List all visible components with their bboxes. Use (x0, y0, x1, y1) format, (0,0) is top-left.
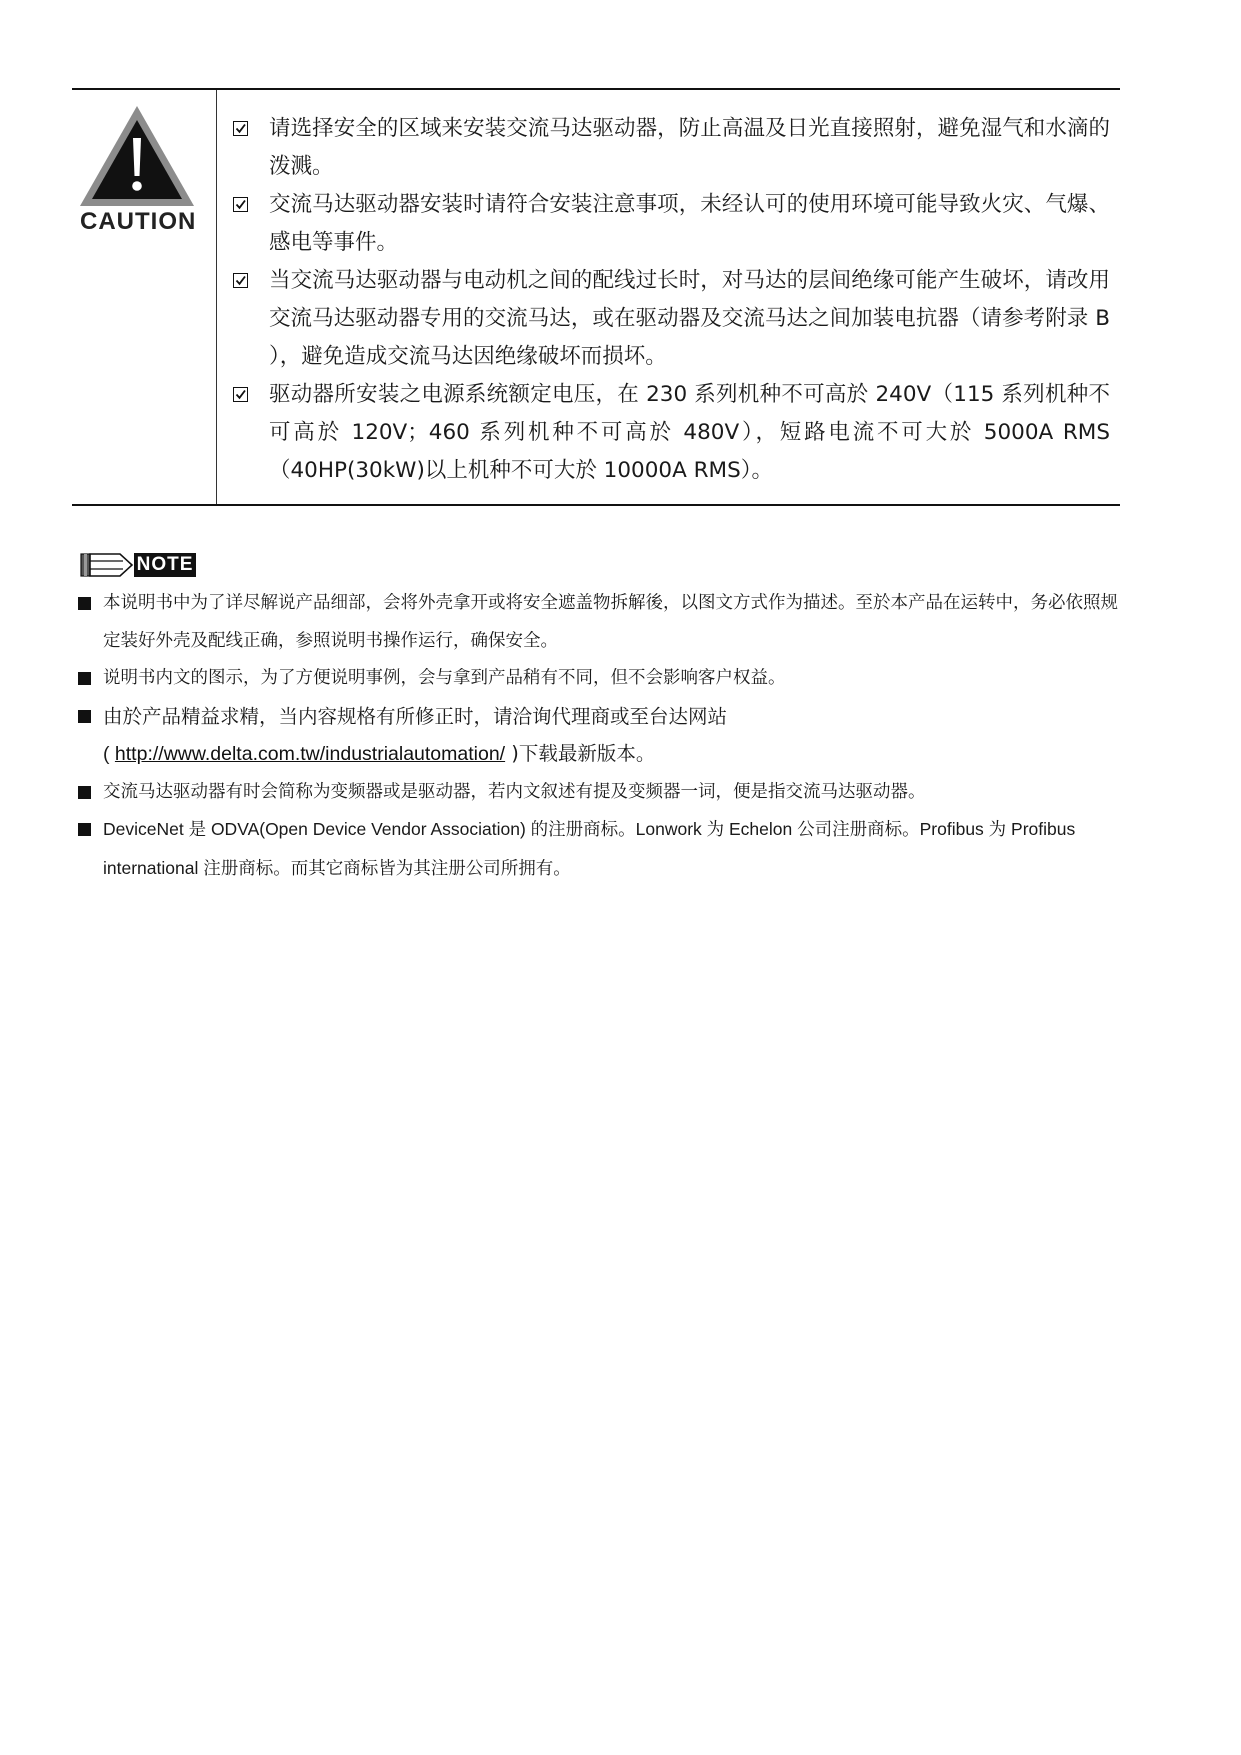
checked-box-icon (233, 387, 248, 402)
bullet-square-icon (78, 786, 91, 799)
caution-item-text: 请选择安全的区域来安装交流马达驱动器，防止高温及日光直接照射，避免湿气和水滴的泼溅。 (269, 116, 1110, 179)
delta-website-link[interactable]: http://www.delta.com.tw/industrialautomation/ (114, 743, 506, 765)
note-list (78, 585, 1128, 888)
checked-box-icon (233, 197, 248, 212)
note-header (80, 552, 198, 578)
caution-item-text: 当交流马达驱动器与电动机之间的配线过长时，对马达的层间绝缘可能产生破坏，请改用交流马达驱动器专用的交流马达，或在驱动器及交流马达之间加装电抗器（请参考附录 B ），避免造成交流马达因绝缘破坏而损坏。 (269, 268, 1110, 369)
note-item-text: 交流马达驱动器有时会简称为变频器或是驱动器，若内文叙述有提及变频器一词，便是指交流马达驱动器。 (103, 781, 926, 802)
caution-item (230, 376, 1110, 490)
note-item-text: 本说明书中为了详尽解说产品细部，会将外壳拿开或将安全遮盖物拆解後，以图文方式作为描述。至於本产品在运转中，务必依照规定装好外壳及配线正确，参照说明书操作运行，确保安全。 (103, 593, 1118, 651)
bullet-square-icon (78, 823, 91, 836)
caution-item-text: 驱动器所安装之电源系统额定电压，在 230 系列机种不可高於 240V（115 系列机种不可高於 120V；460 系列机种不可高於 480V），短路电流不可大於 5000A RMS（40HP(30kW)以上机种不可大於 10000A RMS）。 (269, 382, 1110, 483)
caution-table (72, 88, 1120, 506)
pencil-note-icon (80, 553, 134, 577)
note-label: NOTE (134, 553, 196, 577)
note-item (78, 660, 1128, 698)
caution-item (230, 186, 1110, 262)
caution-label: CAUTION (80, 208, 197, 235)
checked-box-icon (233, 121, 248, 136)
checked-box-icon (233, 273, 248, 288)
caution-list (230, 110, 1110, 490)
caution-item (230, 262, 1110, 376)
note-item (78, 774, 1128, 812)
link-paren-open: ( (103, 743, 115, 765)
note-item-text: 说明书内文的图示，为了方便说明事例，会与拿到产品稍有不同，但不会影响客户权益。 (103, 668, 786, 688)
note-item-text: )下载最新版本。 (505, 742, 656, 765)
bullet-square-icon (78, 597, 91, 610)
caution-icon-cell (72, 90, 217, 504)
note-item (78, 698, 1128, 774)
note-item (78, 585, 1128, 660)
note-item-text: DeviceNet 是 ODVA(Open Device Vendor Association) 的注册商标。Lonwork 为 Echelon 公司注册商标。Profibus 为 Profibus international 注册商标。而其它商标皆为其注册公司所拥有。 (103, 819, 1076, 878)
caution-item-text: 交流马达驱动器安装时请符合安装注意事项，未经认可的使用环境可能导致火灾、气爆、感电等事件。 (269, 192, 1110, 255)
note-item (78, 811, 1128, 888)
warning-triangle-icon (78, 104, 196, 208)
note-item-text: 由於产品精益求精，当内容规格有所修正时，请洽询代理商或至台达网站 (103, 704, 728, 728)
bullet-square-icon (78, 710, 91, 723)
bullet-square-icon (78, 672, 91, 685)
caution-item (230, 110, 1110, 186)
